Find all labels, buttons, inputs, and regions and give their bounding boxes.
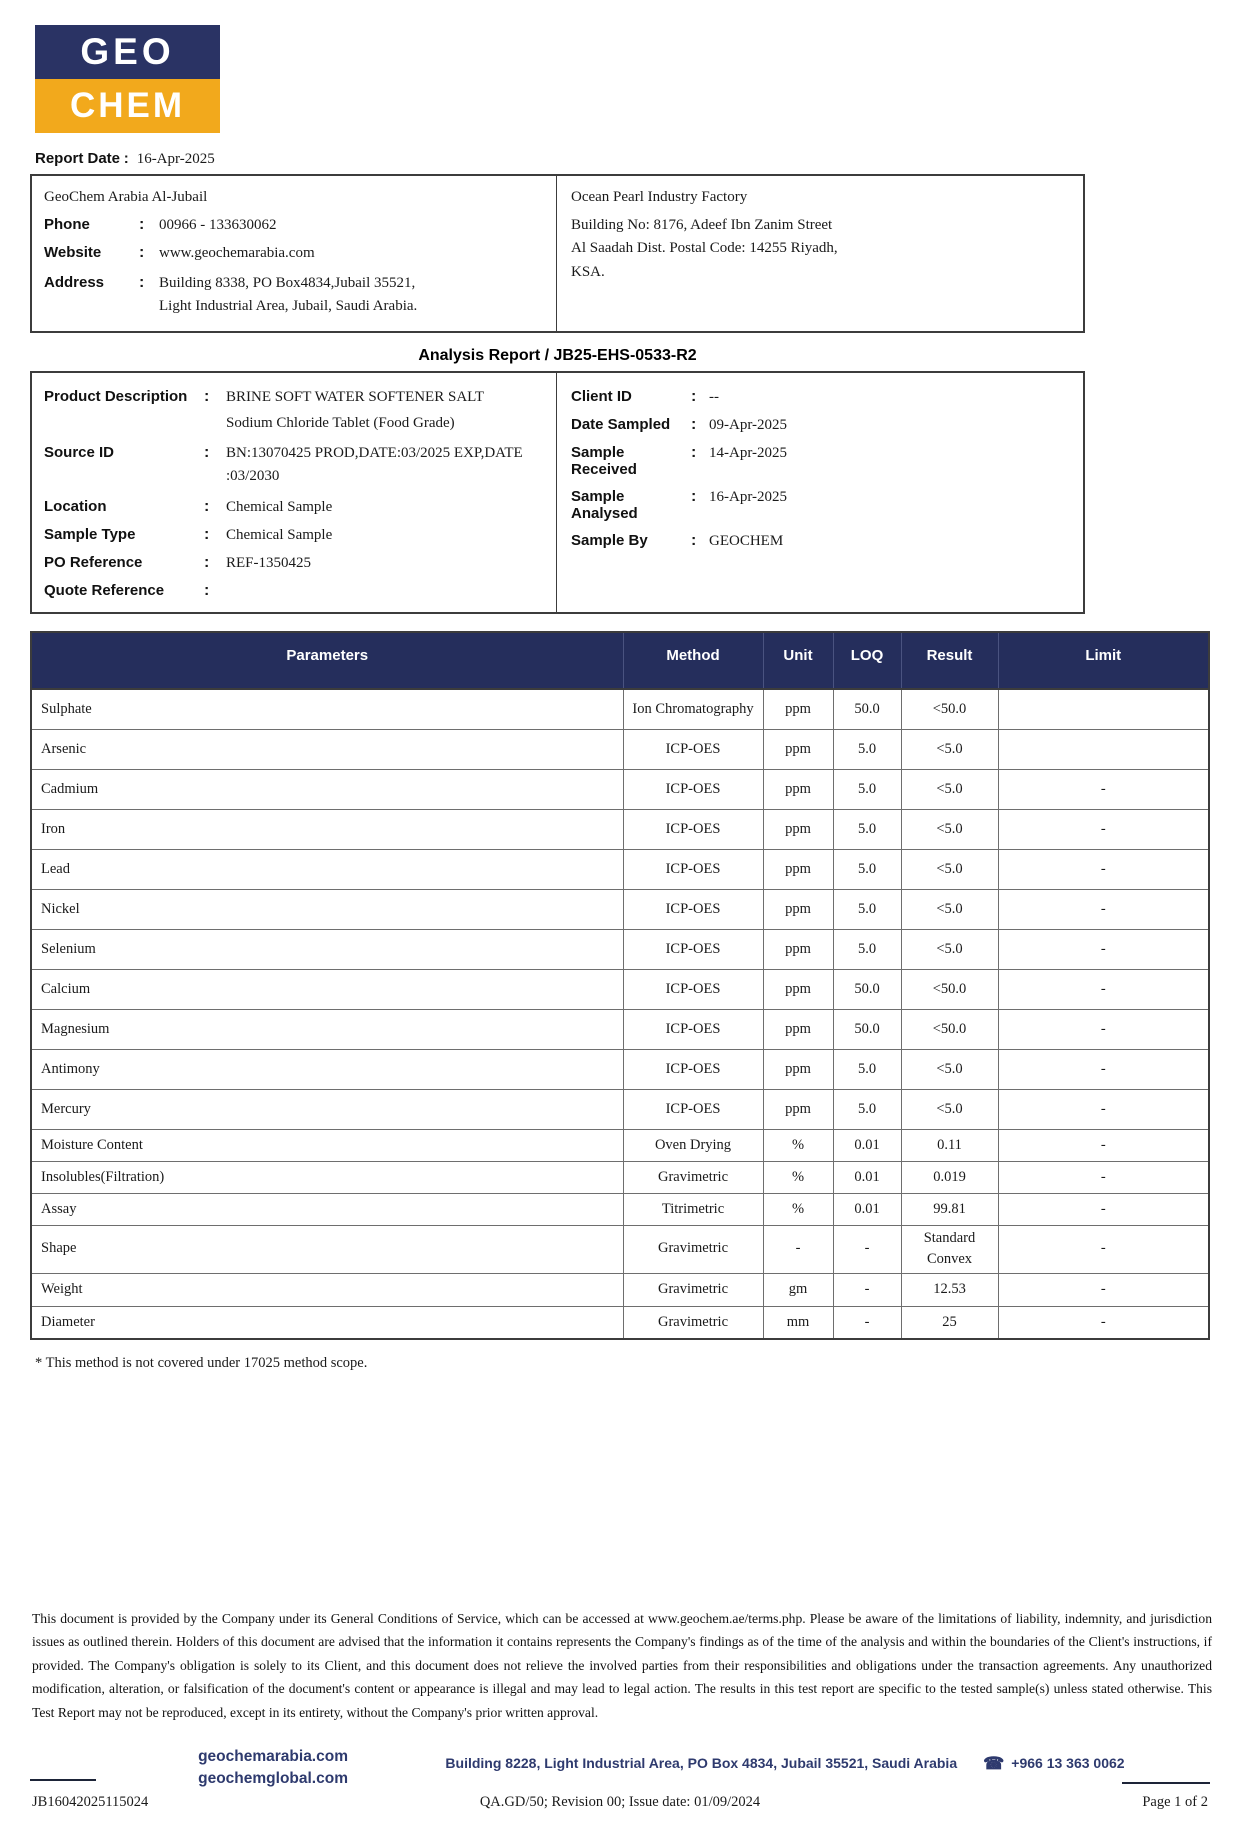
- client-address-line-3: KSA.: [571, 263, 605, 280]
- result-cell: <5.0: [901, 849, 998, 889]
- unit-cell: ppm: [763, 809, 833, 849]
- sample-details-right: [557, 373, 1083, 613]
- table-row: [31, 1129, 1209, 1161]
- method-cell: ICP-OES: [623, 889, 763, 929]
- colon: [691, 444, 709, 462]
- result-cell: 99.81: [901, 1193, 998, 1225]
- loq-cell: 0.01: [833, 1129, 901, 1161]
- sample-analysed-value: 16-Apr-2025: [709, 488, 788, 505]
- location-label: Location: [44, 498, 107, 515]
- unit-cell: ppm: [763, 969, 833, 1009]
- result-cell: 0.019: [901, 1161, 998, 1193]
- footer-page-number: Page 1 of 2: [1142, 1793, 1208, 1810]
- method-cell: ICP-OES: [623, 769, 763, 809]
- sample-type-label: Sample Type: [44, 526, 136, 543]
- unit-cell: ppm: [763, 889, 833, 929]
- table-row: [31, 889, 1209, 929]
- loq-cell: -: [833, 1273, 901, 1306]
- limit-cell: -: [998, 1161, 1209, 1193]
- lab-info-column: [32, 176, 557, 331]
- address-line-1: Building 8338, PO Box4834,Jubail 35521,: [159, 275, 416, 291]
- header-limit: Limit: [998, 632, 1209, 689]
- product-description-line-1: BRINE SOFT WATER SOFTENER SALT: [226, 388, 485, 405]
- limit-cell: -: [998, 1225, 1209, 1273]
- colon: [139, 244, 159, 262]
- limit-cell: -: [998, 889, 1209, 929]
- sample-by-value: GEOCHEM: [709, 532, 784, 549]
- result-cell: <5.0: [901, 809, 998, 849]
- result-cell: <5.0: [901, 929, 998, 969]
- loq-cell: 5.0: [833, 1089, 901, 1129]
- sample-type-row: [44, 526, 542, 544]
- table-row: [31, 849, 1209, 889]
- unit-cell: -: [763, 1225, 833, 1273]
- client-id-row: [571, 388, 1067, 406]
- colon: [139, 274, 159, 292]
- limit-cell: -: [998, 769, 1209, 809]
- header-loq: LOQ: [833, 632, 901, 689]
- limit-cell: -: [998, 1049, 1209, 1089]
- colon: [204, 526, 226, 544]
- table-row: [31, 809, 1209, 849]
- result-cell: <5.0: [901, 1089, 998, 1129]
- colon: [204, 554, 226, 572]
- limit-cell: -: [998, 1193, 1209, 1225]
- loq-cell: -: [833, 1306, 901, 1339]
- method-scope-footnote: * This method is not covered under 17025 method scope.: [35, 1355, 368, 1371]
- method-cell: ICP-OES: [623, 729, 763, 769]
- loq-cell: 5.0: [833, 929, 901, 969]
- po-reference-value: REF-1350425: [226, 555, 312, 571]
- footer-phone-block: [983, 1755, 1124, 1772]
- table-row: [31, 1049, 1209, 1089]
- footer-document-id: JB16042025115024: [32, 1793, 149, 1810]
- param-cell: Nickel: [31, 889, 623, 929]
- unit-cell: ppm: [763, 929, 833, 969]
- colon: [691, 532, 709, 550]
- result-cell: Standard Convex: [901, 1225, 998, 1273]
- method-cell: Gravimetric: [623, 1273, 763, 1306]
- loq-cell: 50.0: [833, 969, 901, 1009]
- result-cell: <50.0: [901, 689, 998, 729]
- param-cell: Diameter: [31, 1306, 623, 1339]
- lab-address-row: [44, 272, 542, 319]
- param-cell: Calcium: [31, 969, 623, 1009]
- footer-right-divider: [1122, 1782, 1210, 1784]
- param-cell: Weight: [31, 1273, 623, 1306]
- table-row: [31, 1089, 1209, 1129]
- param-cell: Arsenic: [31, 729, 623, 769]
- sample-received-value: 14-Apr-2025: [709, 444, 788, 461]
- report-date: [35, 150, 1240, 168]
- po-reference-label: PO Reference: [44, 554, 143, 571]
- method-cell: ICP-OES: [623, 1009, 763, 1049]
- limit-cell: -: [998, 1089, 1209, 1129]
- loq-cell: 5.0: [833, 1049, 901, 1089]
- result-cell: <5.0: [901, 1049, 998, 1089]
- unit-cell: %: [763, 1129, 833, 1161]
- page-title: Analysis Report / JB25-EHS-0533-R2: [418, 346, 697, 364]
- footer-left-divider: [30, 1779, 96, 1781]
- limit-cell: -: [998, 969, 1209, 1009]
- colon: [691, 488, 709, 506]
- address-label: Address: [44, 274, 105, 291]
- method-cell: Gravimetric: [623, 1306, 763, 1339]
- results-table-header: [31, 632, 1209, 689]
- method-cell: ICP-OES: [623, 1089, 763, 1129]
- quote-reference-label: Quote Reference: [44, 582, 165, 599]
- client-name: Ocean Pearl Industry Factory: [571, 189, 748, 205]
- method-cell: Gravimetric: [623, 1225, 763, 1273]
- unit-cell: ppm: [763, 849, 833, 889]
- unit-cell: mm: [763, 1306, 833, 1339]
- method-cell: Ion Chromatography: [623, 689, 763, 729]
- limit-cell: -: [998, 849, 1209, 889]
- table-row: [31, 969, 1209, 1009]
- sample-by-label: Sample By: [571, 531, 648, 549]
- lab-phone-row: [44, 216, 542, 234]
- result-cell: <50.0: [901, 969, 998, 1009]
- table-row: [31, 1273, 1209, 1306]
- sample-by-row: [571, 532, 1067, 550]
- param-cell: Assay: [31, 1193, 623, 1225]
- sample-details-left: [32, 373, 557, 613]
- table-row: [31, 1193, 1209, 1225]
- phone-icon: ☎: [983, 1753, 1005, 1773]
- colon: [691, 416, 709, 434]
- limit-cell: -: [998, 1129, 1209, 1161]
- colon: [204, 388, 226, 406]
- table-row: [31, 929, 1209, 969]
- header-method: Method: [623, 632, 763, 689]
- limit-cell: -: [998, 929, 1209, 969]
- unit-cell: ppm: [763, 1009, 833, 1049]
- limit-cell: -: [998, 1306, 1209, 1339]
- location-row: [44, 498, 542, 516]
- report-date-label: Report Date: [35, 150, 121, 167]
- method-cell: ICP-OES: [623, 929, 763, 969]
- result-cell: 12.53: [901, 1273, 998, 1306]
- loq-cell: 5.0: [833, 849, 901, 889]
- footer-address-block: [390, 1755, 1180, 1772]
- unit-cell: ppm: [763, 689, 833, 729]
- method-cell: ICP-OES: [623, 809, 763, 849]
- header-parameters: Parameters: [31, 632, 623, 689]
- table-row: [31, 689, 1209, 729]
- client-address-line-2: Al Saadah Dist. Postal Code: 14255 Riyadh,: [571, 240, 838, 257]
- source-id-value: BN:13070425 PROD,DATE:03/2025 EXP,DATE :03/2030: [226, 444, 523, 484]
- results-table-body: [31, 689, 1209, 1339]
- table-row: [31, 1161, 1209, 1193]
- lab-client-info-box: [30, 174, 1085, 333]
- colon: [691, 388, 709, 406]
- unit-cell: %: [763, 1193, 833, 1225]
- header-result: Result: [901, 632, 998, 689]
- loq-cell: 5.0: [833, 729, 901, 769]
- footer-revision-info: QA.GD/50; Revision 00; Issue date: 01/09/2024: [479, 1793, 761, 1810]
- sample-analysed-row: [571, 488, 1067, 522]
- disclaimer-text: This document is provided by the Company under its General Conditions of Service, which can be accessed at www.geochem.ae/terms.php. Please be aware of the limitations of liability, indemnity, and jurisdiction issues as outlined therein. Holders of this document are advised that the information it contains represents the Company's findings as of the time of the analysis and within the boundaries of the Client's instructions, if provided. The Company's obligation is solely to its Client, and this document does not relieve the involved parties from their responsibilities and obligations under the transaction agreements. Any unauthorized modification, alteration, or falsification of the document's content or appearance is illegal and may lead to legal action. The results in this test report are specific to the tested sample(s) unless stated otherwise. This Test Report may not be reproduced, except in its entirety, without the Company's prior written approval.: [32, 1611, 1212, 1720]
- sample-details-box: [30, 371, 1085, 615]
- colon: [124, 150, 133, 167]
- colon: [204, 498, 226, 516]
- loq-cell: 5.0: [833, 769, 901, 809]
- param-cell: Shape: [31, 1225, 623, 1273]
- product-description-line-2: Sodium Chloride Tablet (Food Grade): [226, 414, 455, 431]
- loq-cell: 0.01: [833, 1161, 901, 1193]
- method-cell: Gravimetric: [623, 1161, 763, 1193]
- date-sampled-row: [571, 416, 1067, 434]
- sample-received-row: [571, 444, 1067, 478]
- loq-cell: 50.0: [833, 1009, 901, 1049]
- unit-cell: ppm: [763, 1089, 833, 1129]
- lab-name: GeoChem Arabia Al-Jubail: [44, 189, 208, 205]
- result-cell: <5.0: [901, 729, 998, 769]
- method-cell: ICP-OES: [623, 1049, 763, 1089]
- method-cell: Oven Drying: [623, 1129, 763, 1161]
- unit-cell: ppm: [763, 1049, 833, 1089]
- loq-cell: -: [833, 1225, 901, 1273]
- loq-cell: 50.0: [833, 689, 901, 729]
- param-cell: Lead: [31, 849, 623, 889]
- limit-cell: -: [998, 1273, 1209, 1306]
- sample-received-label: Sample Received: [571, 443, 637, 478]
- colon: [204, 582, 226, 600]
- unit-cell: gm: [763, 1273, 833, 1306]
- date-sampled-value: 09-Apr-2025: [709, 416, 788, 433]
- header-unit: Unit: [763, 632, 833, 689]
- po-reference-row: [44, 554, 542, 572]
- report-date-value: 16-Apr-2025: [136, 151, 215, 167]
- loq-cell: 5.0: [833, 809, 901, 849]
- client-id-label: Client ID: [571, 387, 632, 405]
- unit-cell: %: [763, 1161, 833, 1193]
- result-cell: <50.0: [901, 1009, 998, 1049]
- website-value: www.geochemarabia.com: [159, 245, 315, 261]
- table-row: [31, 1306, 1209, 1339]
- limit-cell: [998, 689, 1209, 729]
- client-id-value: --: [709, 388, 719, 405]
- colon: [204, 444, 226, 462]
- result-cell: <5.0: [901, 769, 998, 809]
- website-label: Website: [44, 244, 102, 261]
- loq-cell: 0.01: [833, 1193, 901, 1225]
- param-cell: Mercury: [31, 1089, 623, 1129]
- quote-reference-row: [44, 582, 542, 600]
- sample-analysed-label: Sample Analysed: [571, 487, 638, 522]
- footer-address: Building 8228, Light Industrial Area, PO Box 4834, Jubail 35521, Saudi Arabia: [445, 1755, 958, 1772]
- phone-value: 00966 - 133630062: [159, 217, 277, 233]
- source-id-row: [44, 442, 542, 489]
- param-cell: Cadmium: [31, 769, 623, 809]
- address-value: [159, 272, 542, 319]
- table-row: [31, 1009, 1209, 1049]
- source-id-label: Source ID: [44, 443, 115, 461]
- table-row: [31, 769, 1209, 809]
- client-address-line-1: Building No: 8176, Adeef Ibn Zanim Street: [571, 217, 833, 233]
- product-description-row: [44, 388, 542, 432]
- param-cell: Selenium: [31, 929, 623, 969]
- loq-cell: 5.0: [833, 889, 901, 929]
- address-line-2: Light Industrial Area, Jubail, Saudi Arabia.: [159, 298, 418, 315]
- param-cell: Antimony: [31, 1049, 623, 1089]
- limit-cell: -: [998, 1009, 1209, 1049]
- footer-domain-arabia: geochemarabia.com: [198, 1747, 348, 1765]
- lab-website-row: [44, 244, 542, 262]
- client-info-column: [557, 176, 1083, 331]
- method-cell: ICP-OES: [623, 849, 763, 889]
- param-cell: Insolubles(Filtration): [31, 1161, 623, 1193]
- date-sampled-label: Date Sampled: [571, 415, 671, 433]
- phone-label: Phone: [44, 216, 90, 233]
- geochem-logo: [35, 25, 220, 133]
- footer-phone-number: +966 13 363 0062: [1011, 1755, 1125, 1772]
- location-value: Chemical Sample: [226, 499, 333, 515]
- param-cell: Iron: [31, 809, 623, 849]
- analysis-report-page: [0, 25, 1240, 1810]
- method-cell: Titrimetric: [623, 1193, 763, 1225]
- logo-chem-block: CHEM: [35, 79, 220, 133]
- sample-type-value: Chemical Sample: [226, 527, 333, 543]
- result-cell: 25: [901, 1306, 998, 1339]
- footer-domain-global: geochemglobal.com: [198, 1769, 348, 1787]
- results-table: [30, 631, 1210, 1340]
- limit-cell: -: [998, 809, 1209, 849]
- page-footer: [30, 1746, 1210, 1826]
- method-cell: ICP-OES: [623, 969, 763, 1009]
- table-row: [31, 1225, 1209, 1273]
- product-description-label: Product Description: [44, 387, 188, 405]
- param-cell: Magnesium: [31, 1009, 623, 1049]
- table-row: [31, 729, 1209, 769]
- colon: [139, 216, 159, 234]
- result-cell: 0.11: [901, 1129, 998, 1161]
- limit-cell: [998, 729, 1209, 769]
- result-cell: <5.0: [901, 889, 998, 929]
- footer-domains: [30, 1746, 348, 1790]
- param-cell: Moisture Content: [31, 1129, 623, 1161]
- unit-cell: ppm: [763, 769, 833, 809]
- unit-cell: ppm: [763, 729, 833, 769]
- logo-geo-block: GEO: [35, 25, 220, 79]
- param-cell: Sulphate: [31, 689, 623, 729]
- product-description-value: [226, 389, 542, 432]
